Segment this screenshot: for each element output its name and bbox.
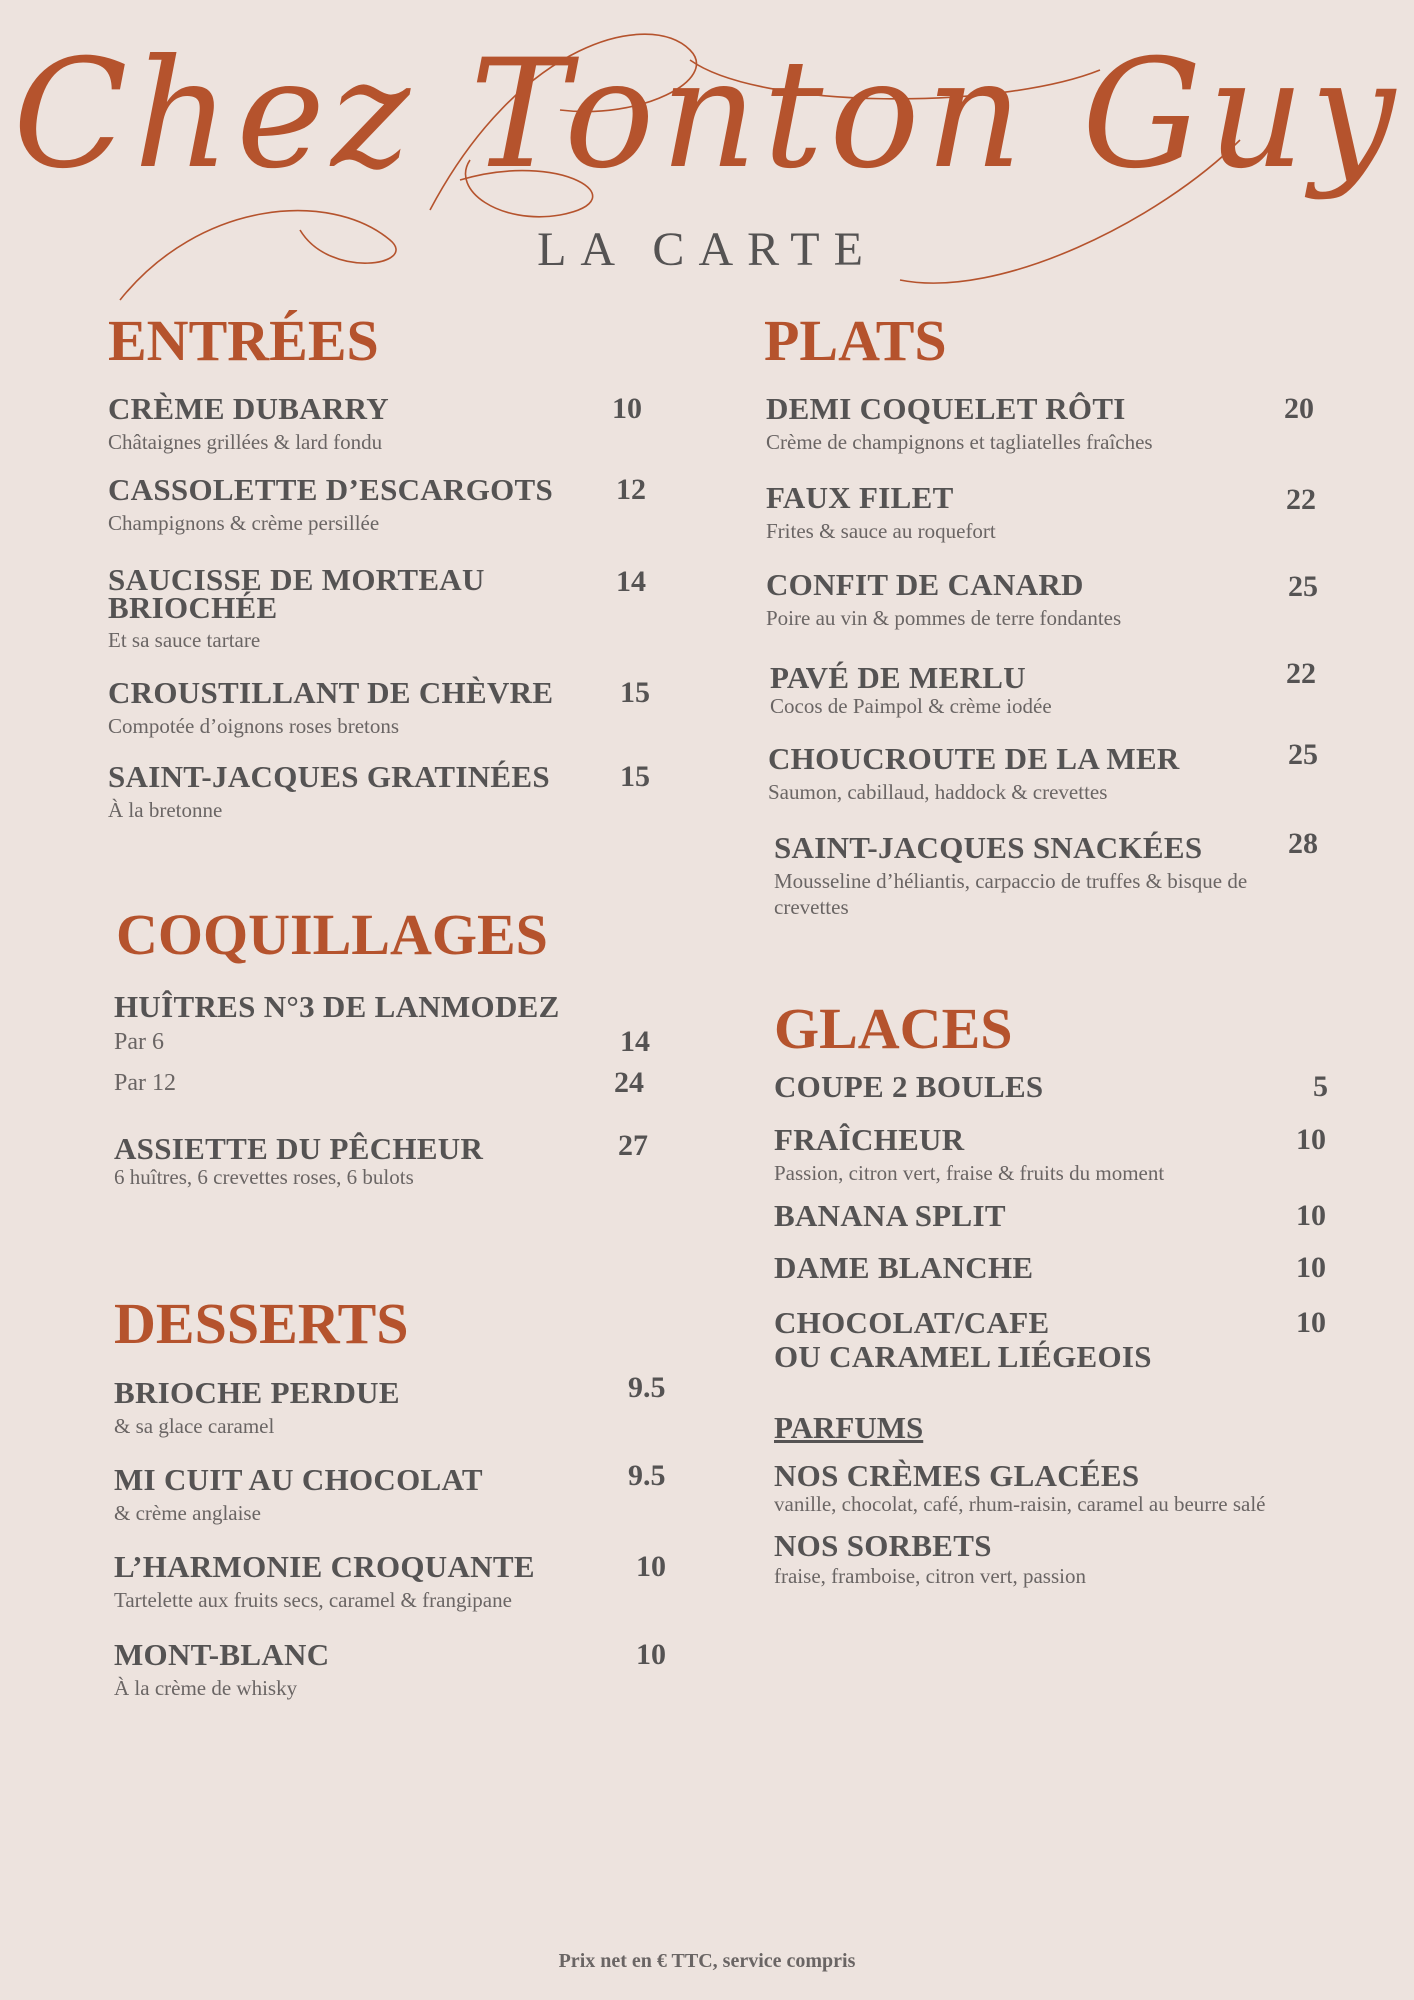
item-description: Tartelette aux fruits secs, caramel & frangipane [114,1588,512,1612]
section-title-coquillages: COQUILLAGES [116,902,548,967]
menu-item [766,393,1286,456]
item-description: À la crème de whisky [114,1676,298,1700]
item-description: Compotée d’oignons roses bretons [108,714,400,738]
menu-item [108,562,548,654]
item-price: 25 [1288,738,1318,771]
item-price: 15 [620,760,650,793]
item-name: CHOCOLAT/CAFE [774,1305,1050,1340]
item-description: Passion, citron vert, fraise & fruits du moment [774,1161,1165,1185]
item-description: Mousseline d’héliantis, carpaccio de truffes & bisque de crevettes [774,869,1248,919]
item-price: 12 [616,473,646,506]
section-title-glaces: GLACES [774,996,1013,1061]
item-name: CASSOLETTE D’ESCARGOTS [108,472,554,507]
item-price: 9.5 [628,1371,666,1404]
menu-item [774,832,1284,920]
item-name: CRÈME DUBARRY [108,391,389,426]
item-name: PAVÉ DE MERLU [770,660,1026,695]
menu-subtitle: LA CARTE [537,223,877,276]
item-price: 25 [1288,570,1318,603]
item-name: DEMI COQUELET RÔTI [766,391,1126,426]
item-description: À la bretonne [108,798,223,822]
item-name: SAINT-JACQUES GRATINÉES [108,759,550,794]
item-name: HUÎTRES N°3 DE LANMODEZ [114,989,560,1024]
item-name: BRIOCHE PERDUE [114,1375,400,1410]
menu-item [774,1252,1274,1283]
menu-item [768,743,1268,806]
parfum-group [774,1460,1334,1518]
parfums-heading: PARFUMS [774,1410,924,1445]
item-name: CONFIT DE CANARD [766,567,1084,602]
item-price: 10 [612,392,642,425]
item-price: 10 [636,1638,666,1671]
option-label: Par 6 [114,1029,164,1055]
menu-item [114,1551,674,1614]
menu-item [114,1464,614,1527]
menu-item [770,662,1270,720]
item-price: 15 [620,676,650,709]
item-name: DAME BLANCHE [774,1250,1034,1285]
item-description: Et sa sauce tartare [108,628,261,652]
item-description: Châtaignes grillées & lard fondu [108,430,383,454]
item-description: 6 huîtres, 6 crevettes roses, 6 bulots [114,1165,414,1189]
item-description: Saumon, cabillaud, haddock & crevettes [768,780,1108,804]
item-price: 10 [1296,1306,1326,1339]
menu-item [774,1071,1274,1102]
menu-item [108,761,628,824]
menu-item [774,1124,1294,1187]
item-name-line2: OU CARAMEL LIÉGEOIS [774,1339,1152,1374]
item-name: CHOUCROUTE DE LA MER [768,741,1180,776]
parfum-group [774,1530,1334,1590]
section-title-desserts: DESSERTS [114,1291,409,1356]
item-price: 28 [1288,827,1318,860]
item-name: COUPE 2 BOULES [774,1069,1044,1104]
item-description: & crème anglaise [114,1501,261,1525]
restaurant-logo: Chez Tonton Guy [12,28,1402,202]
price-note: Prix net en € TTC, service compris [558,1950,856,1972]
item-price: 20 [1284,392,1314,425]
parfum-group-flavors: fraise, framboise, citron vert, passion [774,1564,1086,1588]
item-price: 10 [1296,1199,1326,1232]
item-name: FRAÎCHEUR [774,1122,965,1157]
item-name: SAINT-JACQUES SNACKÉES [774,830,1203,865]
item-price: 24 [614,1066,644,1099]
item-description: Champignons & crème persillée [108,511,380,535]
item-price: 10 [1296,1123,1326,1156]
item-price: 9.5 [628,1459,666,1492]
menu-item [766,569,1286,632]
item-name: L’HARMONIE CROQUANTE [114,1549,535,1584]
item-description: Cocos de Paimpol & crème iodée [770,694,1052,718]
menu-item [774,1307,1274,1372]
menu-item [774,1200,1274,1231]
item-name: FAUX FILET [766,480,954,515]
parfum-group-name: NOS SORBETS [774,1528,992,1563]
menu-item [108,393,608,456]
item-name: MI CUIT AU CHOCOLAT [114,1462,483,1497]
menu-item [766,482,1286,545]
parfum-group-name: NOS CRÈMES GLACÉES [774,1458,1140,1493]
parfum-group-flavors: vanille, chocolat, café, rhum-raisin, caramel au beurre salé [774,1492,1266,1516]
item-name: CROUSTILLANT DE CHÈVRE [108,675,554,710]
item-price: 10 [1296,1251,1326,1284]
menu-item [114,1133,614,1191]
menu-item [114,991,674,1022]
section-title-entrees: ENTRÉES [108,308,379,373]
item-description: & sa glace caramel [114,1414,275,1438]
option-label: Par 12 [114,1070,176,1096]
menu-item [108,474,608,537]
item-description: Poire au vin & pommes de terre fondantes [766,606,1122,630]
item-price: 22 [1286,483,1316,516]
menu-item [114,1639,614,1702]
section-title-plats: PLATS [764,308,947,373]
menu-item [108,677,628,740]
item-name: ASSIETTE DU PÊCHEUR [114,1131,484,1166]
item-price: 22 [1286,657,1316,690]
item-price: 27 [618,1129,648,1162]
item-description: Frites & sauce au roquefort [766,519,996,543]
item-price: 14 [616,565,646,598]
item-price: 14 [620,1025,650,1058]
item-price: 10 [636,1550,666,1583]
item-price: 5 [1313,1070,1328,1103]
menu-item [114,1377,614,1440]
item-name: BANANA SPLIT [774,1198,1006,1233]
item-name: MONT-BLANC [114,1637,330,1672]
item-name: SAUCISSE DE MORTEAU BRIOCHÉE [108,562,485,625]
item-description: Crème de champignons et tagliatelles fraîches [766,430,1153,454]
